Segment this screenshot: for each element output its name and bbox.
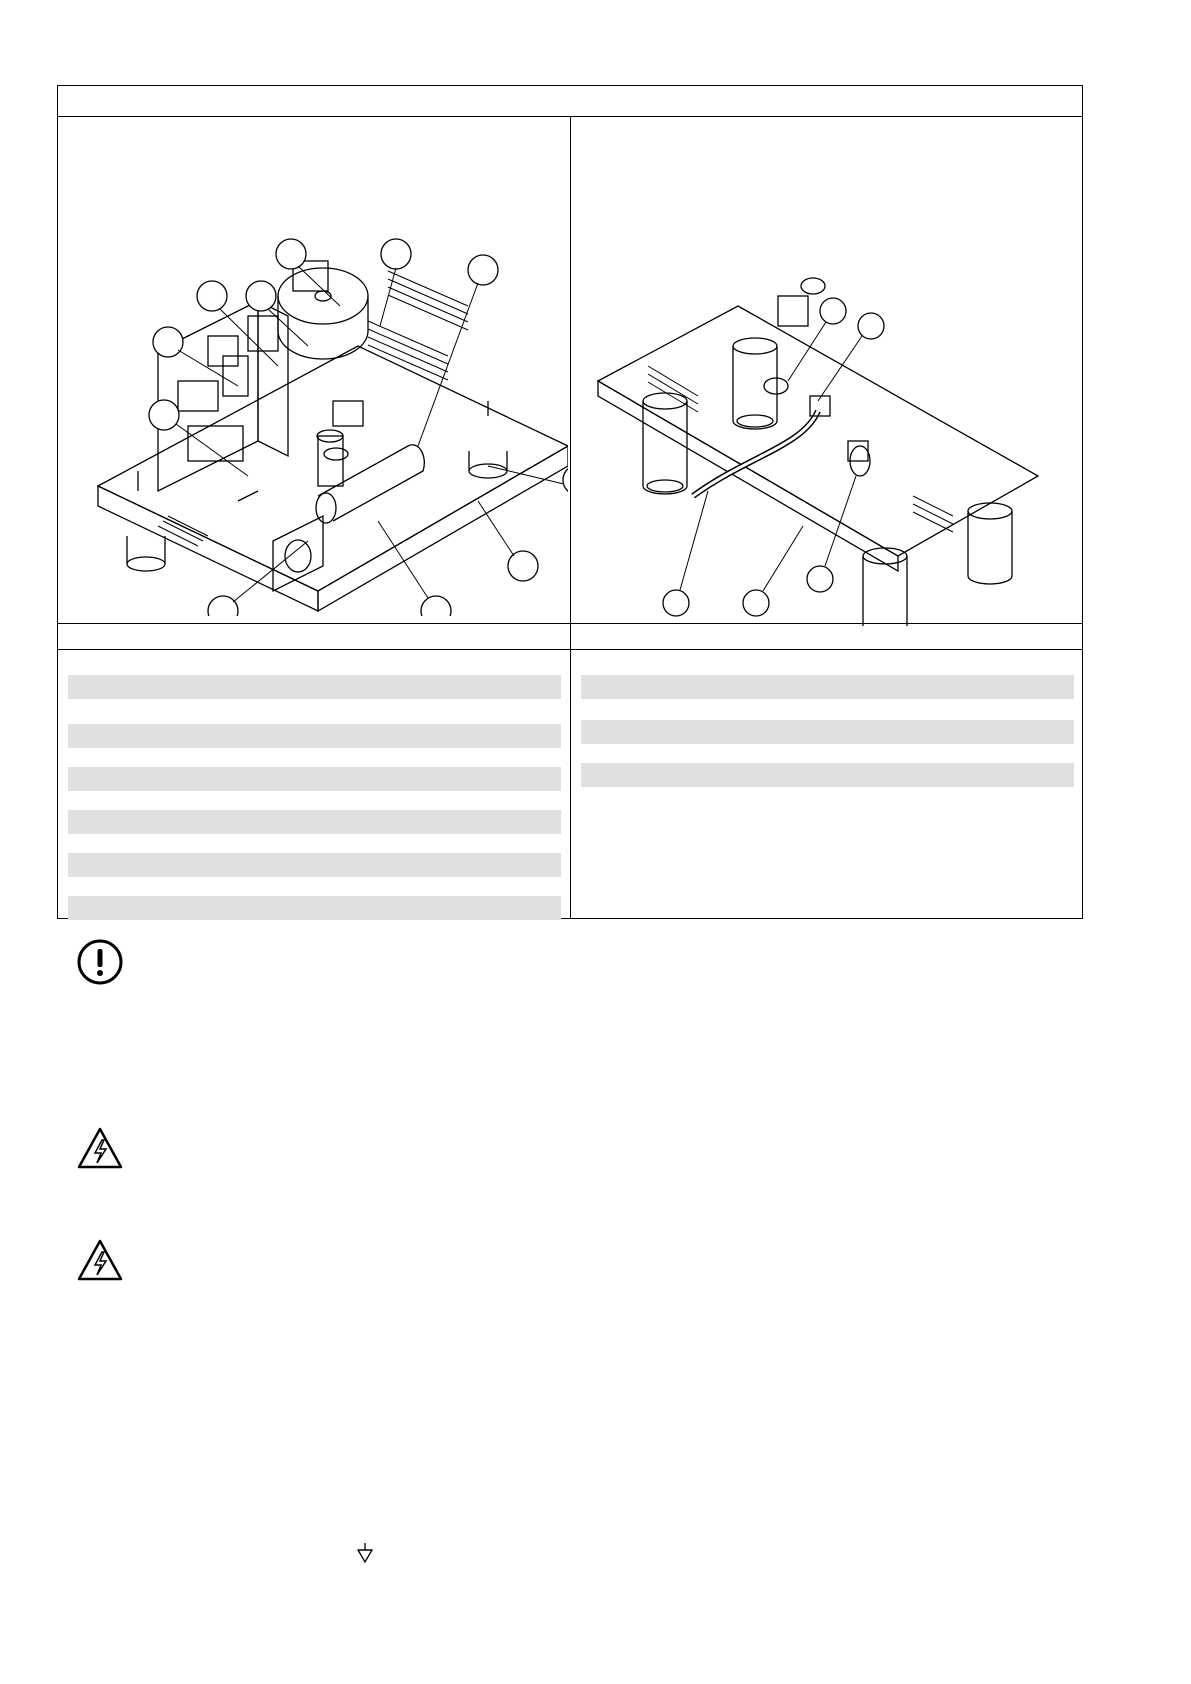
exclamation-circle-icon	[76, 938, 124, 986]
components-table	[57, 85, 1083, 919]
right-table-row	[581, 720, 1074, 744]
right-table-row	[581, 675, 1074, 699]
internal-components-drawing	[78, 146, 568, 616]
left-table-row	[68, 810, 561, 834]
ground-symbol-icon	[354, 1542, 376, 1564]
left-table-row	[68, 724, 561, 748]
left-table-row	[68, 675, 561, 699]
left-table-row	[68, 853, 561, 877]
column-divider	[570, 116, 571, 918]
electrical-hazard-icon	[76, 1126, 124, 1170]
underside-drawing	[588, 186, 1078, 626]
electrical-hazard-icon	[76, 1238, 124, 1282]
left-table-row	[68, 767, 561, 791]
left-table-row	[68, 896, 561, 920]
right-table-row	[581, 763, 1074, 787]
